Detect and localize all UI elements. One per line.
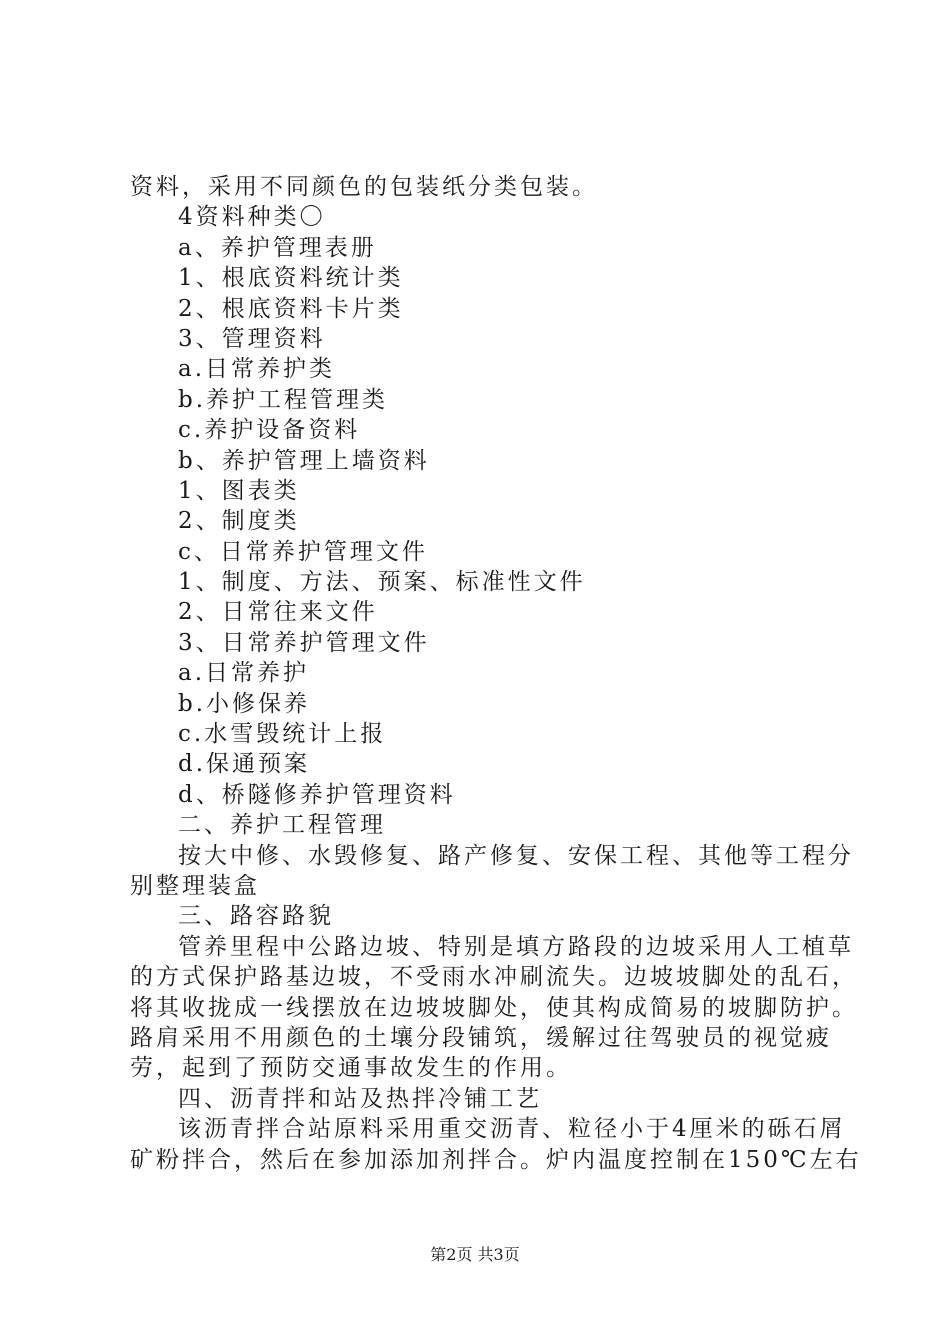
text-line: 管养里程中公路边坡、特别是填方路段的边坡采用人工植草 xyxy=(178,933,854,960)
text-line: c、日常养护管理文件 xyxy=(178,538,428,565)
text-line: a.日常养护类 xyxy=(178,356,336,383)
text-line: 1、制度、方法、预案、标准性文件 xyxy=(178,569,586,596)
text-line: 资料，采用不同颜色的包装纸分类包装。 xyxy=(130,174,598,200)
text-line: b.养护工程管理类 xyxy=(178,386,389,413)
text-line: 的方式保护路基边坡，不受雨水冲刷流失。边坡坡脚处的乱石， xyxy=(130,964,858,991)
text-line: 矿粉拌合，然后在参加添加剂拌合。炉内温度控制在150℃左右 xyxy=(130,1146,862,1173)
text-line: 该沥青拌合站原料采用重交沥青、粒径小于4厘米的砾石屑 xyxy=(178,1116,846,1143)
text-line: 2、日常往来文件 xyxy=(178,599,378,626)
text-line: 1、图表类 xyxy=(178,477,300,504)
text-line: 1、根底资料统计类 xyxy=(178,265,404,292)
text-line: c.水雪毁统计上报 xyxy=(178,721,387,748)
text-line: 四、沥青拌和站及热拌冷铺工艺 xyxy=(178,1085,542,1112)
text-line: d、桥隧修养护管理资料 xyxy=(178,781,456,808)
text-line: 别整理装盒 xyxy=(130,872,260,899)
text-line: b.小修保养 xyxy=(178,690,311,717)
text-line: 按大中修、水毁修复、路产修复、安保工程、其他等工程分 xyxy=(178,842,854,869)
text-line: 2、根底资料卡片类 xyxy=(178,295,404,322)
text-line: 3、日常养护管理文件 xyxy=(178,629,430,656)
text-line: b、养护管理上墙资料 xyxy=(178,447,430,474)
text-line: 二、养护工程管理 xyxy=(178,812,386,839)
text-line: 2、制度类 xyxy=(178,508,300,535)
text-line: d.保通预案 xyxy=(178,751,311,778)
text-line: a.日常养护 xyxy=(178,660,310,687)
text-line: 路肩采用不用颜色的土壤分段铺筑，缓解过往驾驶员的视觉疲 xyxy=(130,1024,832,1051)
text-line: c.养护设备资料 xyxy=(178,417,361,444)
page-footer: 第2页 共3页 xyxy=(430,1245,520,1264)
text-line: 将其收拢成一线摆放在边坡坡脚处，使其构成简易的坡脚防护。 xyxy=(130,994,858,1021)
text-line: 劳，起到了预防交通事故发生的作用。 xyxy=(130,1055,572,1082)
text-line: 3、管理资料 xyxy=(178,325,326,352)
text-line: 三、路容路貌 xyxy=(178,903,334,930)
text-line: a、养护管理表册 xyxy=(178,234,377,261)
document-body xyxy=(130,172,862,1175)
text-line: 4资料种类〇 xyxy=(178,204,326,231)
